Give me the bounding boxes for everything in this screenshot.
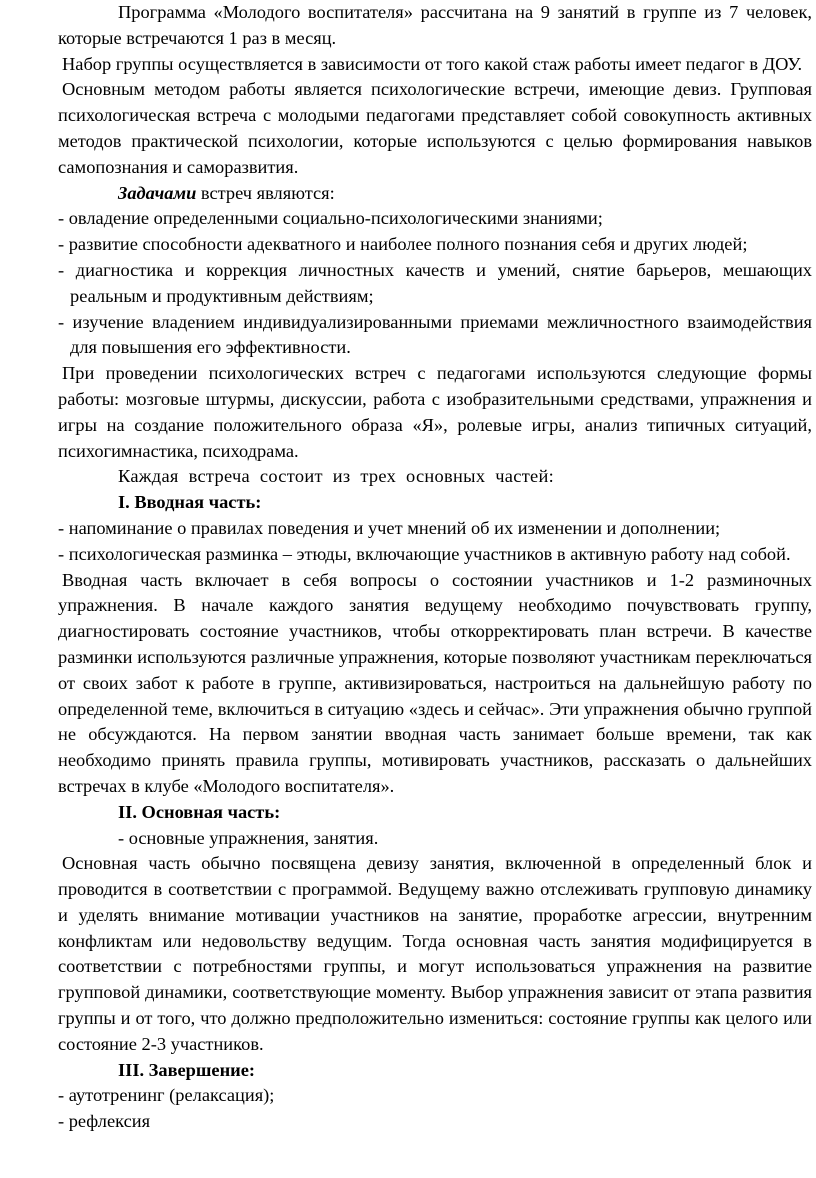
intro-paragraph-1: Программа «Молодого воспитателя» рассчитана на 9 занятий в группе из 7 человек, которые встречаются 1 раз в месяц. xyxy=(58,2,812,48)
intro-paragraph-3: Основным методом работы является психологические встречи, имеющие девиз. Групповая психологическая встреча с молодыми педагогами представляет собой совокупность активных методов практической психологии, которые используются с целью формирования навыков самопознания и саморазвития. xyxy=(58,79,812,177)
structure-paragraph: Каждая встреча состоит из трех основных частей: xyxy=(118,466,555,487)
part2-paragraph: Основная часть обычно посвящена девизу занятия, включенной в определенный блок и проводится в соответствии с программой. Ведущему важно отслеживать групповую динамику и уделять внимание мотивации участников на занятие, проработке агрессии, внутренним конфликтам или недовольству ведущим. Тогда основная часть занятия модифицируется в соответствии с потребностями группы, и могут использоваться упражнения на развитие групповой динамики, соответствующие моменту. Выбор упражнения зависит от этапа развития группы и от того, что должно предположительно измениться: состояние группы как целого или состояние 2-3 участников. xyxy=(58,853,812,1054)
document-page xyxy=(58,0,812,1135)
part2-list-item: - основные упражнения, занятия. xyxy=(118,827,379,848)
part3-list-item: - аутотренинг (релаксация); xyxy=(58,1085,275,1106)
tasks-list-item: - изучение владением индивидуализированными приемами межличностного взаимодействия для повышения его эффективности. xyxy=(58,311,812,358)
part2-heading: II. Основная часть: xyxy=(118,801,281,822)
part1-heading: I. Вводная часть: xyxy=(118,492,262,513)
forms-paragraph: При проведении психологических встреч с педагогами используются следующие формы работы: мозговые штурмы, дискуссии, работа с изобразительными средствами, упражнения и игры на создание положительного образа «Я», ролевые игры, анализ типичных ситуаций, психогимнастика, психодрама. xyxy=(58,363,812,461)
tasks-heading xyxy=(58,181,812,207)
intro-paragraph-2: Набор группы осуществляется в зависимости от того какой стаж работы имеет педагог в ДОУ. xyxy=(62,53,803,74)
tasks-list-item: - развитие способности адекватного и наиболее полного познания себя и других людей; xyxy=(58,234,748,255)
part1-paragraph: Вводная часть включает в себя вопросы о состоянии участников и 1-2 разминочных упражнения. В начале каждого занятия ведущему необходимо почувствовать группу, диагностировать состояние участников, чтобы откорректировать план встречи. В качестве разминки используются различные упражнения, которые позволяют участникам переключаться от своих забот к работе в группе, активизироваться, настроиться на дальнейшую работу по определенной теме, включиться в ситуацию «здесь и сейчас». Эти упражнения обычно группой не обсуждаются. На первом занятии вводная часть занимает больше времени, так как необходимо принять правила группы, мотивировать участников, рассказать о дальнейших встречах в клубе «Молодого воспитателя». xyxy=(58,569,812,796)
tasks-heading-rest: встреч являются: xyxy=(196,182,335,203)
tasks-list-item: - диагностика и коррекция личностных качеств и умений, снятие барьеров, мешающих реальным и продуктивным действиям; xyxy=(58,259,812,306)
part1-list-item: - психологическая разминка – этюды, включающие участников в активную работу над собой. xyxy=(58,543,791,564)
tasks-heading-bold: Задачами xyxy=(118,182,197,203)
part3-heading: III. Завершение: xyxy=(118,1059,256,1080)
tasks-list-item: - овладение определенными социально-психологическими знаниями; xyxy=(58,208,603,229)
part1-list-item: - напоминание о правилах поведения и учет мнений об их изменении и дополнении; xyxy=(58,517,721,538)
part3-list-item: - рефлексия xyxy=(58,1111,151,1132)
